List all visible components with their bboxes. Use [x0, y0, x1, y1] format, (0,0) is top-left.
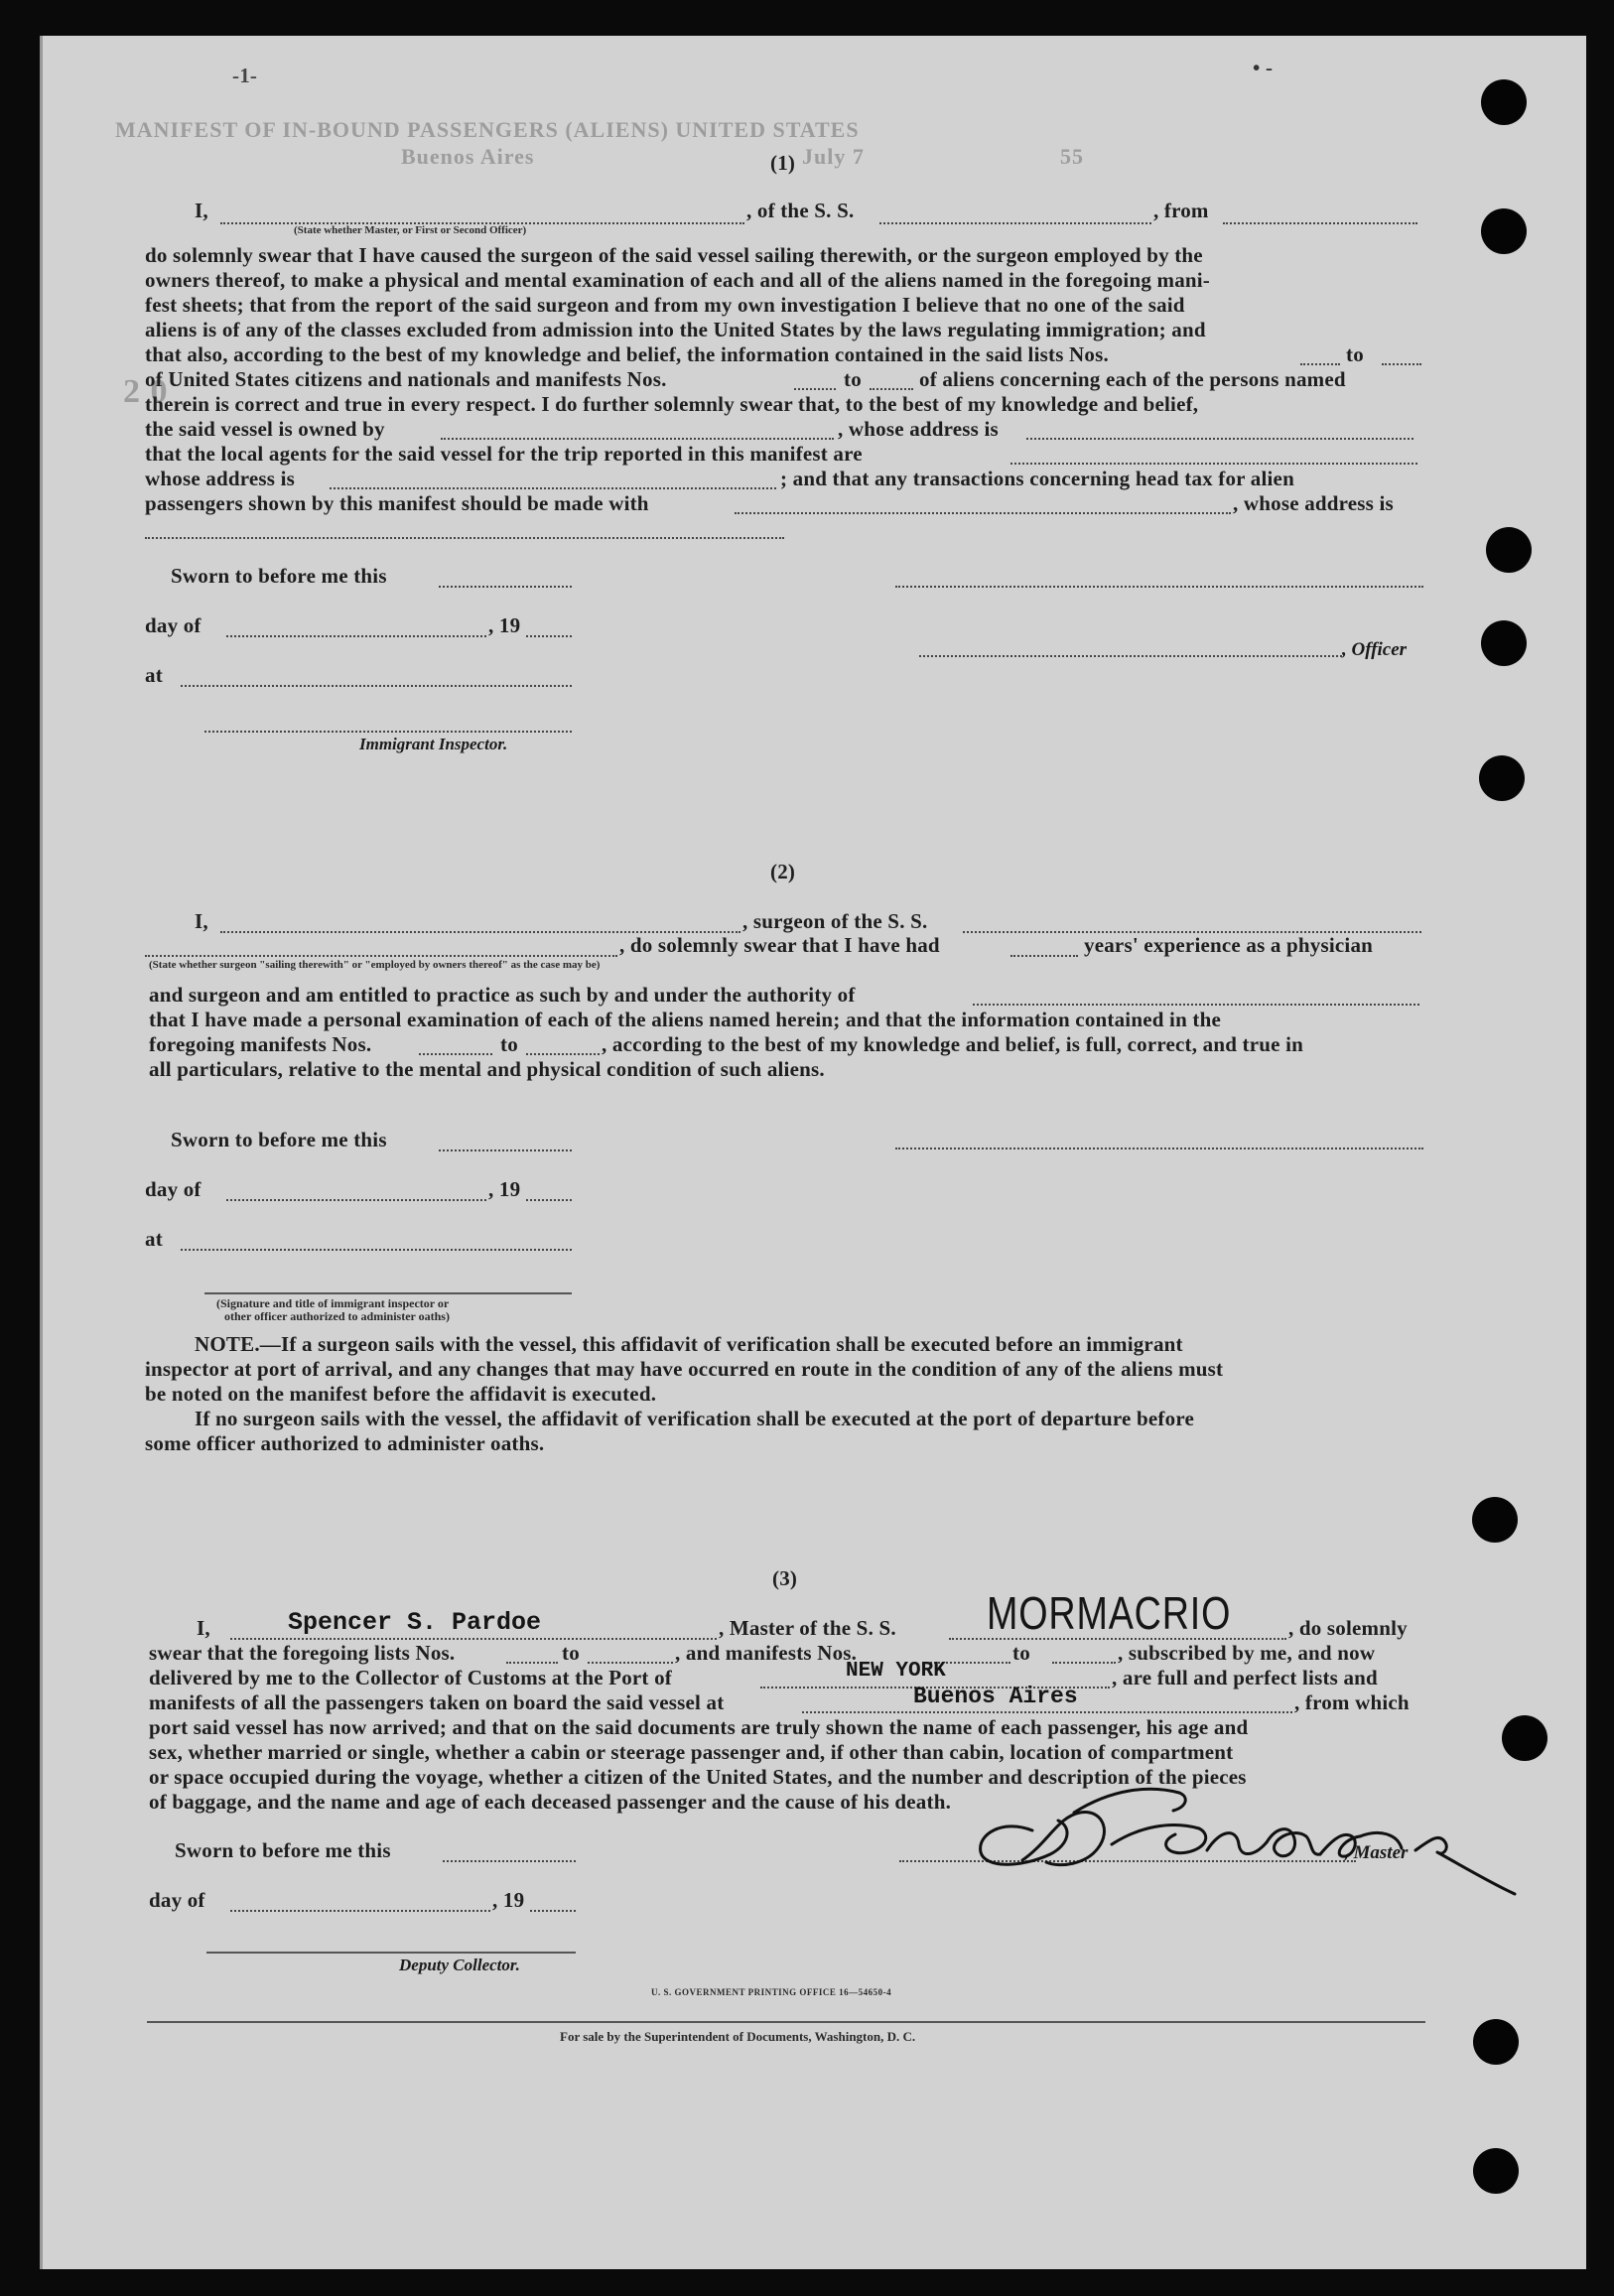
sec1-line: owners thereof, to make a physical and mental examination of each and all of the aliens named in the foregoing mani-	[145, 268, 1210, 292]
sec2-manifest-to-field[interactable]	[526, 1053, 600, 1055]
sec2-day-of-label: day of	[145, 1177, 202, 1201]
sec3-lists-from-field[interactable]	[506, 1662, 558, 1664]
sec1-transactions: ; and that any transactions concerning head tax for alien	[780, 467, 1294, 490]
sec3-I: I,	[197, 1616, 210, 1640]
deputy-collector-signature-line[interactable]	[206, 1952, 576, 1954]
head-tax-contact-field[interactable]	[735, 512, 1231, 514]
sec1-line: of United States citizens and nationals and manifests Nos.	[145, 367, 667, 391]
sec1-officer-label: , Officer	[1342, 639, 1408, 660]
sec2-manifest-from-field[interactable]	[419, 1053, 492, 1055]
local-agents-field[interactable]	[1010, 463, 1417, 465]
sec3-l3b: , are full and perfect lists and	[1112, 1666, 1378, 1689]
punch-hole	[1486, 527, 1532, 573]
sec1-19: , 19	[488, 613, 521, 637]
sec1-line: therein is correct and true in every respect. I do further solemnly swear that, to the best of my knowledge and belief,	[145, 392, 1199, 416]
sec2-month-field[interactable]	[226, 1199, 486, 1201]
sec3-master-label: , Master	[1344, 1842, 1409, 1863]
sec2-surgeon-hint: (State whether surgeon "sailing therewith" or "employed by owners thereof" as the case may be)	[149, 959, 601, 971]
sec2-line-1: and surgeon and am entitled to practice as such by and under the authority of	[149, 983, 856, 1007]
sec2-line-4: all particulars, relative to the mental and physical condition of such aliens.	[149, 1057, 825, 1081]
bleed-through-port: Buenos Aires	[401, 144, 535, 169]
sec3-day-of-label: day of	[149, 1888, 205, 1912]
sec3-lists-to-field[interactable]	[588, 1662, 673, 1664]
punch-hole	[1481, 79, 1527, 125]
owner-field[interactable]	[441, 438, 834, 440]
sec3-sworn-label: Sworn to before me this	[175, 1838, 391, 1862]
master-signature-icon	[963, 1773, 1519, 1896]
sec2-sworn-day-field[interactable]	[439, 1149, 572, 1151]
sec1-vessel-field[interactable]	[879, 222, 1151, 224]
sec1-line: aliens is of any of the classes excluded from admission into the United States by the laws regulating immigration; and	[145, 318, 1206, 341]
sec3-line: of baggage, and the name and age of each deceased passenger and the cause of his death.	[149, 1790, 952, 1814]
sec3-l3a: delivered by me to the Collector of Customs at the Port of	[149, 1666, 672, 1689]
note-line: some officer authorized to administer oaths.	[145, 1431, 545, 1455]
sec1-at-field[interactable]	[181, 685, 572, 687]
bleed-through-year: 55	[1060, 144, 1084, 169]
sec1-year-field[interactable]	[526, 635, 572, 637]
punch-hole	[1502, 1715, 1547, 1761]
sec2-at-field[interactable]	[181, 1249, 572, 1251]
sec1-of-ss: , of the S. S.	[746, 199, 855, 222]
port-of-departure-value: Buenos Aires	[913, 1684, 1078, 1709]
sec1-from-field[interactable]	[1223, 222, 1417, 224]
sec2-line-3c: , according to the best of my knowledge and belief, is full, correct, and true in	[602, 1032, 1304, 1056]
footer-rule	[147, 2021, 1425, 2023]
sec1-month-field[interactable]	[226, 635, 486, 637]
sec2-surgeon-signature-line[interactable]	[895, 1148, 1423, 1149]
sec1-inspector-signature-line[interactable]	[204, 731, 572, 733]
sec1-whose-address-2: , whose address is	[1233, 491, 1394, 515]
practice-authority-field[interactable]	[973, 1004, 1419, 1006]
bleed-through-date: July 7	[802, 144, 865, 169]
sec3-master-of: , Master of the S. S.	[719, 1616, 896, 1640]
sec2-sworn-label: Sworn to before me this	[171, 1128, 387, 1151]
years-experience-field[interactable]	[1010, 955, 1078, 957]
sec3-l2d: to	[1012, 1641, 1030, 1665]
sec3-19: , 19	[492, 1888, 525, 1912]
sec3-line: port said vessel has now arrived; and that on the said documents are truly shown the name of each passenger, his age and	[149, 1715, 1249, 1739]
sec1-line: fest sheets; that from the report of the said surgeon and from my own investigation I believe that no one of the said	[145, 293, 1185, 317]
sec2-year-field[interactable]	[526, 1199, 572, 1201]
sec2-signature-line[interactable]	[204, 1292, 572, 1294]
sec2-line-3a: foregoing manifests Nos.	[149, 1032, 372, 1056]
sec3-month-field[interactable]	[230, 1910, 490, 1912]
sec1-at-label: at	[145, 663, 163, 687]
master-name-field[interactable]	[230, 1638, 717, 1640]
owner-address-field[interactable]	[1026, 438, 1413, 440]
punch-hole	[1473, 2148, 1519, 2194]
sec1-I: I,	[195, 199, 208, 222]
sec3-manifests-to-field[interactable]	[1052, 1662, 1116, 1664]
sec1-line: whose address is	[145, 467, 296, 490]
sec1-line: do solemnly swear that I have caused the surgeon of the said vessel sailing therewith, or the surgeon employed by the	[145, 243, 1203, 267]
agents-address-field[interactable]	[330, 487, 776, 489]
sec1-officer-title-line[interactable]	[919, 655, 1342, 657]
sale-notice: For sale by the Superintendent of Documents, Washington, D. C.	[560, 2029, 916, 2044]
head-tax-address-field[interactable]	[145, 537, 784, 539]
sec1-officer-hint: (State whether Master, or First or Second Officer)	[294, 224, 527, 236]
lists-to-field[interactable]	[1382, 363, 1421, 365]
sec2-at-label: at	[145, 1227, 163, 1251]
note-line: If no surgeon sails with the vessel, the affidavit of verification shall be executed at the port of departure before	[195, 1407, 1194, 1430]
sec3-solemnly: , do solemnly	[1288, 1616, 1408, 1640]
sec3-l2c: , and manifests Nos.	[675, 1641, 858, 1665]
punch-hole	[1479, 755, 1525, 801]
note-line: NOTE.—If a surgeon sails with the vessel, this affidavit of verification shall be executed before an immigrant	[195, 1332, 1183, 1356]
sec1-line: the said vessel is owned by	[145, 417, 385, 441]
section-3-number: (3)	[772, 1566, 798, 1590]
port-of-arrival-value: NEW YORK	[846, 1660, 946, 1683]
page-number-mark: -1-	[232, 64, 258, 87]
sec3-l4a: manifests of all the passengers taken on board the said vessel at	[149, 1690, 725, 1714]
bleed-through-margin: 2 0	[123, 373, 169, 410]
sec1-line: that the local agents for the said vessel for the trip reported in this manifest are	[145, 442, 863, 466]
sec3-line: or space occupied during the voyage, whether a citizen of the United States, and the number and description of the pieces	[149, 1765, 1247, 1789]
punch-hole	[1472, 1497, 1518, 1543]
bleed-through-header: MANIFEST OF IN-BOUND PASSENGERS (ALIENS) UNITED STATES	[115, 117, 860, 142]
sec3-l2b: to	[562, 1641, 580, 1665]
note-line: be noted on the manifest before the affidavit is executed.	[145, 1382, 657, 1406]
sec1-from: , from	[1153, 199, 1209, 222]
sec3-sworn-day-field[interactable]	[443, 1860, 576, 1862]
sec3-l2e: , subscribed by me, and now	[1118, 1641, 1376, 1665]
sec2-line-2: that I have made a personal examination of each of the aliens named herein; and that the information contained in the	[149, 1008, 1222, 1031]
sec1-to: to	[1346, 342, 1364, 366]
sec2-surgeon-of: , surgeon of the S. S.	[742, 909, 928, 933]
sec3-line: sex, whether married or single, whether a cabin or steerage passenger and, if other than cabin, location of compartment	[149, 1740, 1234, 1764]
punch-hole	[1473, 2019, 1519, 2065]
sec1-sworn-label: Sworn to before me this	[171, 564, 387, 588]
top-bullet-mark: • -	[1253, 56, 1274, 79]
sec1-sworn-day-field[interactable]	[439, 586, 572, 588]
note-line: inspector at port of arrival, and any changes that may have occurred en route in the condition of any of the aliens must	[145, 1357, 1224, 1381]
sec2-years: years' experience as a physician	[1084, 933, 1374, 957]
section-1-number: (1)	[770, 151, 796, 175]
sec3-l2a: swear that the foregoing lists Nos.	[149, 1641, 456, 1665]
sec1-line: that also, according to the best of my knowledge and belief, the information contained in the said lists Nos.	[145, 342, 1109, 366]
sec2-swear: , do solemnly swear that I have had	[619, 933, 940, 957]
sec2-19: , 19	[488, 1177, 521, 1201]
sec2-sig-hint-1: (Signature and title of immigrant inspector or	[216, 1296, 450, 1310]
sec2-sig-hint-2: other officer authorized to administer oaths)	[224, 1309, 450, 1323]
section-2-number: (2)	[770, 860, 796, 883]
lists-from-field[interactable]	[1300, 363, 1340, 365]
master-name-value: Spencer S. Pardoe	[288, 1608, 542, 1637]
manifests-from-field[interactable]	[794, 388, 836, 390]
punch-hole	[1481, 620, 1527, 666]
sec1-to-2: to	[844, 367, 862, 391]
sec1-officer-signature-line[interactable]	[895, 586, 1423, 588]
gpo-imprint: U. S. GOVERNMENT PRINTING OFFICE 16—54650-4	[651, 1987, 892, 1997]
port-of-departure-field[interactable]	[802, 1711, 1292, 1713]
punch-hole	[1481, 208, 1527, 254]
sec2-I: I,	[195, 909, 208, 933]
surgeon-status-field[interactable]	[145, 955, 617, 957]
sec3-year-field[interactable]	[530, 1910, 576, 1912]
manifests-to-field[interactable]	[870, 388, 913, 390]
sec1-line: passengers shown by this manifest should be made with	[145, 491, 649, 515]
sec1-whose-address: , whose address is	[838, 417, 999, 441]
sec3-l4b: , from which	[1294, 1690, 1410, 1714]
sec1-inspector-label: Immigrant Inspector.	[359, 735, 508, 753]
sec2-line-3b: to	[500, 1032, 518, 1056]
sec1-of-aliens: of aliens concerning each of the persons named	[919, 367, 1346, 391]
sec1-day-of-label: day of	[145, 613, 202, 637]
ship-name-value: MORMACRIO	[987, 1587, 1232, 1639]
deputy-collector-label: Deputy Collector.	[399, 1956, 520, 1974]
